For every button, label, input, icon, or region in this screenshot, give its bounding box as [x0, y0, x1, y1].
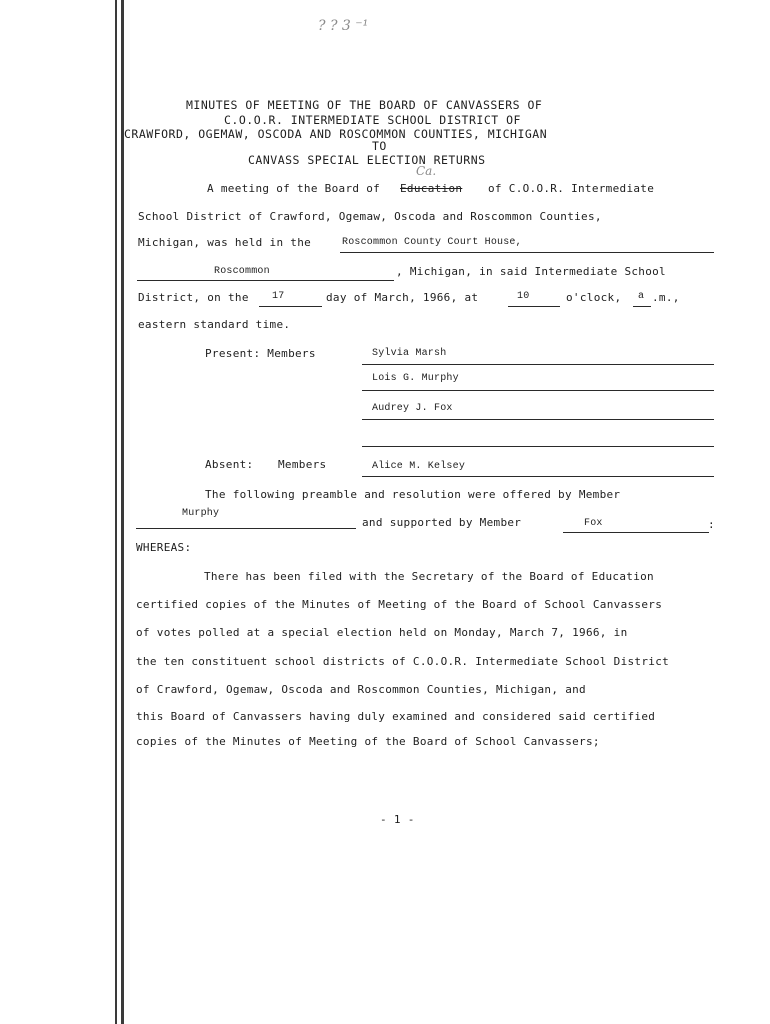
intro-line-1b: of C.O.O.R. Intermediate [488, 182, 655, 195]
intro-line-3: Michigan, was held in the [138, 236, 312, 249]
intro-line-6: eastern standard time. [138, 318, 291, 331]
city-underline [137, 280, 394, 281]
present-member-1-line [362, 364, 714, 365]
whereas-line-3: of votes polled at a special election held on Monday, March 7, 1966, in [136, 626, 628, 639]
whereas-line-5: of Crawford, Ogemaw, Oscoda and Roscommon Counties, Michigan, and [136, 683, 586, 696]
handwritten-correction: Ca. [416, 164, 437, 178]
meeting-day-underline [259, 306, 322, 307]
intro-line-1a: A meeting of the Board of [207, 182, 381, 195]
meeting-day: 17 [272, 291, 285, 302]
meeting-city: Roscommon [214, 266, 270, 277]
absent-member: Alice M. Kelsey [372, 461, 466, 472]
page-number: - 1 - [380, 813, 415, 826]
meeting-hour-underline [508, 306, 560, 307]
binding-rule-outer [115, 0, 117, 1024]
whereas-line-7: copies of the Minutes of Meeting of the Board of School Canvassers; [136, 735, 600, 748]
present-member-3-line [362, 419, 714, 420]
title-line-4: TO [372, 139, 387, 153]
present-member-2: Lois G. Murphy [372, 373, 459, 384]
whereas-line-2: certified copies of the Minutes of Meeting of the Board of School Canvassers [136, 598, 663, 611]
whereas-line-1: There has been filed with the Secretary of the Board of Education [204, 570, 654, 583]
meeting-ampm-underline [633, 306, 651, 307]
resolution-end: : [708, 518, 715, 531]
handwritten-notation: ? ? 3 ⁻¹ [318, 18, 369, 34]
offered-by-member: Murphy [182, 508, 220, 519]
struck-word-education: Education [400, 182, 463, 195]
supported-by-member: Fox [584, 518, 603, 529]
meeting-ampm: a [638, 291, 645, 302]
present-member-4-line [362, 446, 714, 447]
title-line-1: MINUTES OF MEETING OF THE BOARD OF CANVASSERS OF [186, 98, 543, 112]
intro-line-5c: o'clock, [566, 291, 622, 304]
absent-member-line [362, 476, 714, 477]
meeting-hour: 10 [517, 291, 530, 302]
present-member-3: Audrey J. Fox [372, 403, 453, 414]
present-label: Present: Members [205, 347, 316, 360]
title-line-2: C.O.O.R. INTERMEDIATE SCHOOL DISTRICT OF [224, 113, 521, 127]
title-line-3: CRAWFORD, OGEMAW, OSCODA AND ROSCOMMON COUNTIES, MICHIGAN [124, 127, 548, 141]
title-line-5: CANVASS SPECIAL ELECTION RETURNS [248, 153, 486, 167]
resolution-line-1: The following preamble and resolution were offered by Member [205, 488, 621, 501]
resolution-line-2: and supported by Member [362, 516, 522, 529]
intro-line-5a: District, on the [138, 291, 249, 304]
absent-members-label: Members [278, 458, 327, 471]
present-member-1: Sylvia Marsh [372, 348, 447, 359]
whereas-line-4: the ten constituent school districts of C.O.O.R. Intermediate School District [136, 655, 670, 668]
whereas-label: WHEREAS: [136, 541, 192, 554]
meeting-place-underline [340, 252, 714, 253]
intro-line-5b: day of March, 1966, at [326, 291, 479, 304]
whereas-line-6: this Board of Canvassers having duly examined and considered said certified [136, 710, 656, 723]
present-member-2-line [362, 390, 714, 391]
intro-line-5d: .m., [652, 291, 680, 304]
offered-by-line [136, 528, 356, 529]
meeting-place: Roscommon County Court House, [342, 237, 522, 248]
intro-line-4: , Michigan, in said Intermediate School [396, 265, 666, 278]
intro-line-2: School District of Crawford, Ogemaw, Oscoda and Roscommon Counties, [138, 210, 602, 223]
supported-by-line [563, 532, 709, 533]
absent-label: Absent: [205, 458, 254, 471]
binding-rule-inner [121, 0, 124, 1024]
